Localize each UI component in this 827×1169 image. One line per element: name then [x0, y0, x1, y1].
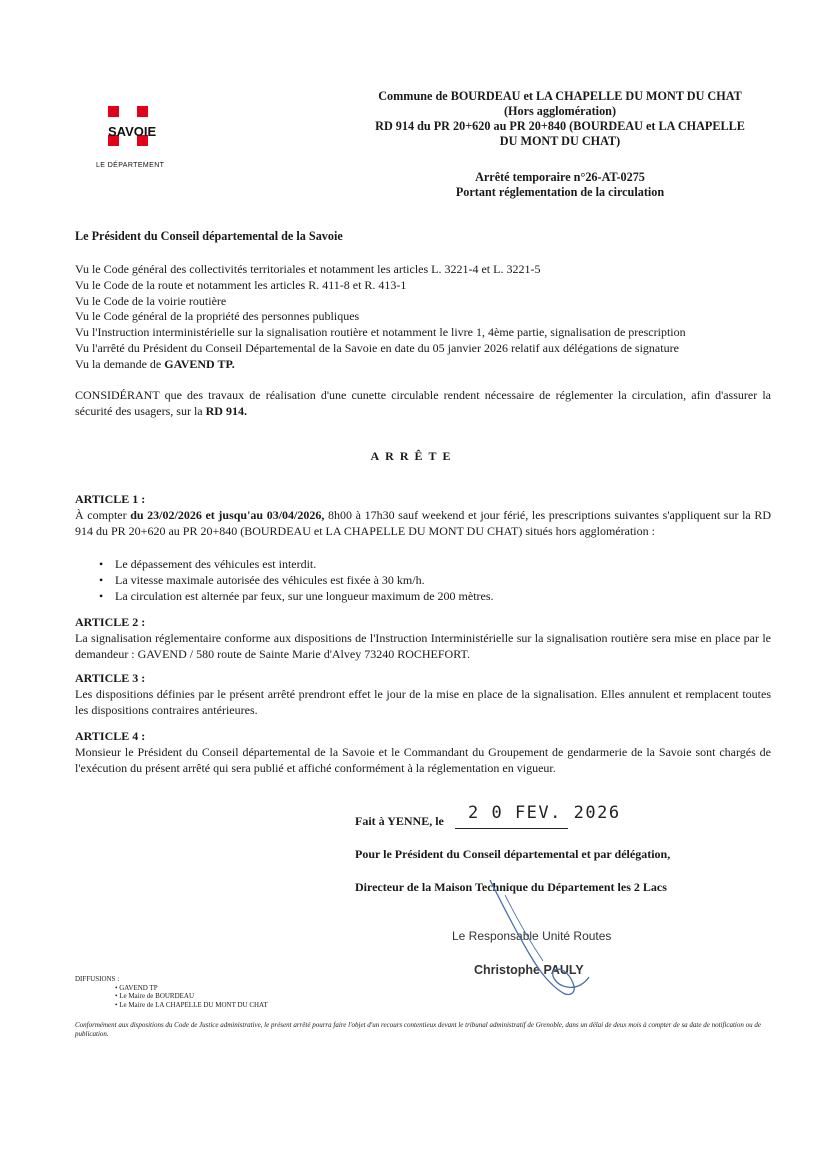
article1-dates: du 23/02/2026 et jusqu'au 03/04/2026,	[130, 508, 325, 522]
logo-square-icon	[137, 106, 148, 117]
diffusions-block	[75, 975, 268, 1009]
vu-line: Vu l'Instruction interministérielle sur la signalisation routière et notamment le livre 1, 4ème partie, signalisation de prescription	[75, 325, 686, 340]
president-heading: Le Président du Conseil départemental de la Savoie	[75, 229, 343, 243]
directeur-line: Directeur de la Maison Technique du Département les 2 Lacs	[355, 880, 667, 894]
vu-line: Vu le Code général des collectivités territoriales et notamment les articles L. 3221-4 et L. 3221-5	[75, 262, 541, 276]
considerant-paragraph: CONSIDÉRANT que des travaux de réalisation d'une cunette circulable rendent nécessaire de réglementer la circulation, afin d'assurer la sécurité des usagers, sur la RD 914.	[75, 388, 771, 418]
article3-title: ARTICLE 3 :	[75, 671, 146, 685]
vu-line: Vu le Code de la route et notamment les articles R. 411-8 et R. 413-1	[75, 277, 407, 292]
article1-bullets	[99, 557, 494, 604]
savoie-logo	[96, 106, 170, 170]
list-item: • GAVEND TP	[115, 984, 268, 993]
list-item: • Le Maire de BOURDEAU	[115, 992, 268, 1001]
handwritten-signature-icon	[485, 875, 595, 1000]
header-commune: Commune de BOURDEAU et LA CHAPELLE DU MONT DU CHAT	[378, 89, 742, 103]
responsable-title: Le Responsable Unité Routes	[452, 929, 612, 943]
considerant-road: RD 914.	[205, 403, 247, 418]
vu-line: Vu le Code de la voirie routière	[75, 293, 227, 308]
article3-body: Les dispositions définies par le présent arrêté prendront effet le jour de la mise en place de la signalisation. Elles annulent et remplacent toutes les dispositions contraires antérieures.	[75, 687, 771, 717]
list-item: • Le dépassement des véhicules est interdit.	[99, 557, 494, 573]
document-header	[330, 89, 790, 200]
header-route: RD 914 du PR 20+620 au PR 20+840 (BOURDEAU et LA CHAPELLE	[375, 119, 745, 133]
article4-body: Monsieur le Président du Conseil départemental de la Savoie et le Commandant du Groupement de gendarmerie de la Savoie sont chargés de l'exécution du présent arrêté qui sera publié et affiché conformément à la réglementation en vigueur.	[75, 745, 771, 775]
list-item: • La vitesse maximale autorisée des véhicules est fixée à 30 km/h.	[99, 573, 494, 589]
vu-line-demande: Vu la demande de GAVEND TP.	[75, 356, 235, 371]
article1-body: À compter du 23/02/2026 et jusqu'au 03/04/2026, 8h00 à 17h30 sauf weekend et jour férié, les prescriptions suivantes s'appliquent sur la RD 914 du PR 20+620 au PR 20+840 (BOURDEAU et LA CHAPELLE DU MONT DU CHAT) situés hors agglomération :	[75, 508, 772, 538]
header-route-cont: DU MONT DU CHAT)	[499, 134, 621, 148]
article4-title: ARTICLE 4 :	[75, 729, 146, 743]
vu-line: Vu l'arrêté du Président du Conseil Départemental de la Savoie en date du 05 janvier 2026 relatif aux délégations de signature	[75, 340, 679, 355]
list-item: • Le Maire de LA CHAPELLE DU MONT DU CHAT	[115, 1001, 268, 1010]
diffusions-label: DIFFUSIONS :	[75, 975, 120, 983]
vu-line: Vu le Code général de la propriété des personnes publiques	[75, 309, 360, 324]
article1-title: ARTICLE 1 :	[75, 492, 146, 506]
arrete-subject: Portant réglementation de la circulation	[455, 185, 665, 199]
header-hors-agglo: (Hors agglomération)	[503, 104, 617, 118]
list-item: • La circulation est alternée par feux, sur une longueur maximum de 200 mètres.	[99, 589, 494, 605]
vu-list	[75, 262, 686, 373]
signatory-name: Christophe PAULY	[474, 963, 584, 977]
article2-body: La signalisation réglementaire conforme aux dispositions de l'Instruction Interministérielle sur la signalisation routière sera mise en place par le demandeur : GAVEND / 580 route de Sainte Marie d'Alvey 73240 ROCHEFORT.	[75, 631, 771, 661]
arrete-number: Arrêté temporaire n°26-AT-0275	[475, 170, 645, 184]
logo-brand: SAVOIE	[108, 124, 157, 139]
article2-title: ARTICLE 2 :	[75, 615, 146, 629]
logo-square-icon	[108, 106, 119, 117]
delegation-line: Pour le Président du Conseil départemental et par délégation,	[355, 847, 671, 861]
arrete-title: ARRÊTE	[370, 449, 457, 463]
legal-notice: Conformément aux dispositions du Code de Justice administrative, le présent arrêté pourra faire l'objet d'un recours contentieux devant le tribunal administratif de Grenoble, dans un délai de deux mois à compter de sa date de notification ou de publication.	[75, 1021, 761, 1038]
logo-subtitle: LE DÉPARTEMENT	[96, 162, 165, 169]
date-underline	[455, 828, 568, 829]
date-stamp: 2 0 FEV. 2026	[468, 803, 621, 823]
demandeur-name: GAVEND TP.	[164, 356, 235, 371]
fait-a-label: Fait à YENNE, le	[355, 814, 444, 828]
